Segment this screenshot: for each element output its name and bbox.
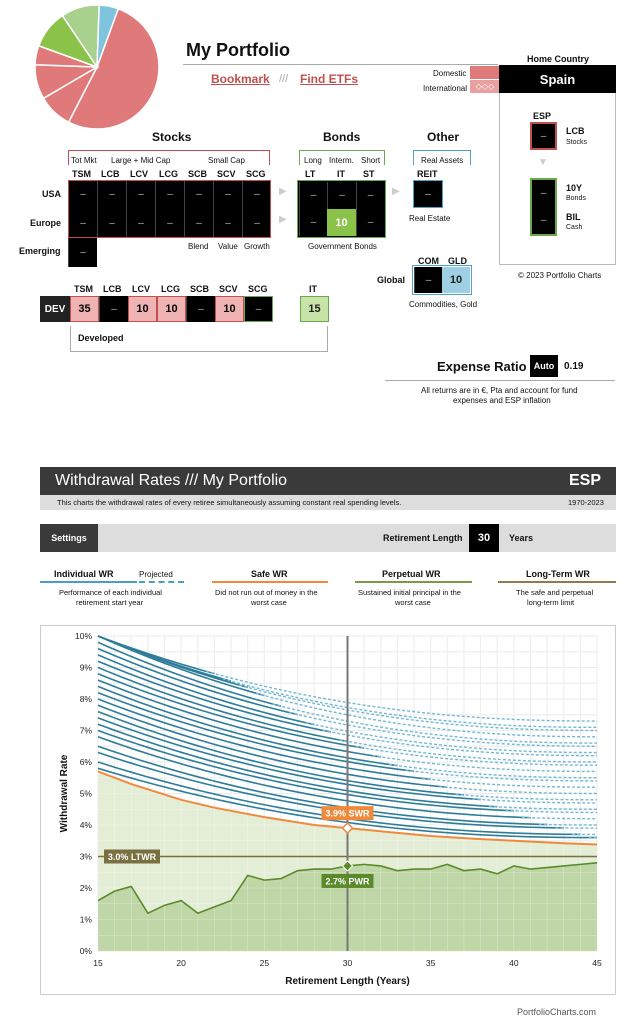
dev-grid [70,294,272,324]
expense-ratio-label: Expense Ratio [437,359,527,374]
dev-scb-cell[interactable]: – [186,296,215,322]
wr-description: This charts the withdrawal rates of every retiree simultaneously assuming constant real spending levels. [57,498,402,507]
home-country-label: Home Country [527,54,590,64]
europe-lcg-cell[interactable]: – [155,209,184,238]
withdrawal-rate-chart [41,626,615,994]
arrow-right-icon: ▶ [392,186,400,197]
wr-years: 1970-2023 [568,498,604,507]
legend-individual: Individual WR [54,569,114,579]
developed-label: Developed [78,333,124,343]
legend-perpetual-line [355,581,472,583]
legend-perpetual-desc-2: worst case [395,598,431,607]
short-sub: Short [361,156,381,165]
projected-wr-line [522,817,597,818]
dev-col-lcv: LCV [132,284,150,294]
usa-tsm-cell[interactable]: – [68,180,97,209]
usa-reit-cell[interactable]: – [413,180,443,208]
retirement-length-input[interactable]: 30 [469,524,499,552]
stock-grid [68,180,272,268]
com-label: COM [418,256,439,266]
dev-col-scg: SCG [248,284,268,294]
gld-cell[interactable]: 10 [442,267,470,293]
legend-safe-desc-2: worst case [251,598,287,607]
real-estate-label: Real Estate [409,214,451,223]
ltwr-label: 3.0% LTWR [107,852,157,862]
usa-scg-cell[interactable]: – [242,180,271,209]
reit-col: REIT [417,169,438,179]
pwr-label: 2.7% PWR [325,876,370,887]
arrow-right-icon: ▶ [279,186,287,197]
swr-label: 3.9% SWR [325,808,370,819]
arrow-right-icon: ▶ [279,214,287,225]
dev-lcv-cell[interactable]: 10 [128,296,157,322]
legend-safe: Safe WR [251,569,288,579]
stock-col-tsm: TSM [72,169,91,179]
europe-lcv-cell[interactable]: – [126,209,155,238]
stock-col-scv: SCV [217,169,236,179]
returns-note-2: expenses and ESP inflation [453,396,551,405]
row-usa: USA [42,189,62,199]
legend-individual-desc-1: Performance of each individual [59,588,162,597]
domestic-label: Domestic [433,69,467,78]
europe-scg-cell[interactable]: – [242,209,271,238]
dev-tsm-cell[interactable]: 35 [70,296,99,322]
title-divider [183,64,498,65]
home-stocks-label: Stocks [566,139,588,146]
europe-lcb-cell[interactable]: – [97,209,126,238]
smallcap-sub: Small Cap [208,156,245,165]
home-code-label: ESP [533,111,552,121]
usa-scv-cell[interactable]: – [213,180,242,209]
style-growth: Growth [244,242,270,251]
bonds-heading: Bonds [323,130,361,144]
copyright-text: © 2023 Portfolio Charts [518,271,602,280]
dev-lcb-cell[interactable]: – [99,296,128,322]
long-sub: Long [304,156,322,165]
home-bil-label: BIL [566,212,581,222]
dev-col-lcg: LCG [161,284,180,294]
dev-label: DEV [40,296,70,322]
europe-scv-cell[interactable]: – [213,209,242,238]
y-tick-label: 2% [79,883,92,893]
x-tick-label: 15 [93,958,103,968]
legend-perpetual: Perpetual WR [382,569,441,579]
usa-lcv-cell[interactable]: – [126,180,155,209]
x-tick-label: 25 [259,958,270,968]
years-label: Years [509,533,534,543]
y-tick-label: 9% [79,662,92,673]
europe-it-cell[interactable]: 10 [327,209,356,236]
europe-scb-cell[interactable]: – [184,209,213,238]
wr-title: Withdrawal Rates /// My Portfolio [55,472,288,489]
returns-note-1: All returns are in €, Pta and account for fund [421,386,578,395]
dev-col-tsm: TSM [74,284,93,294]
home-10y-cell[interactable]: – [530,178,557,206]
europe-tsm-cell[interactable]: – [68,209,97,238]
global-label: Global [377,275,406,285]
dev-col-scv: SCV [219,284,238,294]
y-axis-label: Withdrawal Rate [59,754,70,833]
x-axis-label: Retirement Length (Years) [285,976,410,987]
projected-wr-line [422,778,597,787]
dev-it-header: IT [309,284,317,294]
usa-lt-cell[interactable]: – [299,182,327,209]
home-country-panel [499,65,616,265]
y-tick-label: 1% [79,914,92,925]
stock-col-lcv: LCV [130,169,148,179]
home-bonds-label: Bonds [566,195,586,202]
dev-col-scb: SCB [190,284,210,294]
interm-sub: Interm. [329,156,354,165]
europe-st-cell[interactable]: – [356,209,384,236]
home-country-select[interactable]: Spain [499,65,616,93]
usa-lcg-cell[interactable]: – [155,180,184,209]
x-tick-label: 40 [509,958,519,968]
x-tick-label: 20 [176,958,186,968]
international-swatch: ◇◇◇ [470,80,500,93]
gov-bonds-label: Government Bonds [308,242,377,251]
y-tick-label: 10% [74,631,92,641]
settings-button[interactable]: Settings [40,524,98,552]
legend-safe-line [212,581,328,583]
commodities-gold-label: Commodities, Gold [409,300,478,309]
row-emerging: Emerging [19,246,61,256]
domestic-swatch [470,66,500,79]
legend-safe-desc-1: Did not run out of money in the [215,588,318,597]
y-tick-label: 3% [79,851,92,862]
dev-lcg-cell[interactable]: 10 [157,296,186,322]
stock-col-scb: SCB [188,169,208,179]
expense-value: 0.19 [564,361,584,372]
bond-col-lt: LT [305,169,316,179]
com-cell[interactable]: – [414,267,442,293]
dev-scv-cell[interactable]: 10 [215,296,244,322]
home-lcb-cell[interactable]: – [530,122,557,150]
dev-it-cell[interactable]: 15 [300,296,329,322]
emerging-tsm-cell[interactable]: – [68,238,97,267]
home-10y-label: 10Y [566,183,583,193]
y-tick-label: 8% [79,694,92,704]
usa-st-cell[interactable]: – [356,182,384,209]
projected-wr-line [506,810,597,812]
usa-scb-cell[interactable]: – [184,180,213,209]
usa-lcb-cell[interactable]: – [97,180,126,209]
x-tick-label: 45 [592,958,602,968]
footer-brand[interactable]: PortfolioCharts.com [517,1007,597,1017]
europe-lt-cell[interactable]: – [299,209,327,236]
legend-perpetual-desc-1: Sustained initial principal in the [358,588,461,597]
home-lcb-label: LCB [566,126,585,136]
other-heading: Other [427,130,460,144]
row-europe: Europe [30,218,62,228]
realassets-sub: Real Assets [421,156,464,165]
y-tick-label: 5% [79,788,92,799]
y-tick-label: 7% [79,725,92,736]
portfolio-title: My Portfolio [186,40,290,60]
style-value: Value [218,242,238,251]
legend-longterm-desc-1: The safe and perpetual [516,588,594,597]
arrow-down-icon: ▼ [538,157,548,168]
y-tick-label: 0% [79,946,92,956]
largemid-sub: Large + Mid Cap [111,156,171,165]
dev-scg-cell[interactable]: – [244,296,273,322]
x-tick-label: 35 [425,958,436,968]
y-tick-label: 6% [79,757,92,767]
stock-col-scg: SCG [246,169,266,179]
dev-col-lcb: LCB [103,284,122,294]
stock-col-lcb: LCB [101,169,120,179]
retirement-length-label: Retirement Length [383,533,463,543]
home-bil-cell[interactable]: – [530,206,557,236]
totmkt-sub: Tot Mkt [71,156,97,165]
find-etfs-link[interactable]: Find ETFs [300,72,358,86]
usa-it-cell[interactable]: – [327,182,356,209]
legend-projected-line [139,581,184,583]
expense-divider [385,380,615,381]
y-tick-label: 4% [79,820,92,830]
bookmark-link[interactable]: Bookmark [211,72,270,86]
bond-col-it: IT [337,169,345,179]
stock-col-lcg: LCG [159,169,178,179]
allocation-pie-chart [33,3,161,131]
style-blend: Blend [188,242,209,251]
legend-individual-desc-2: retirement start year [76,598,144,607]
x-tick-label: 30 [342,958,353,968]
legend-longterm: Long-Term WR [526,569,590,579]
legend-longterm-desc-2: long-term limit [527,598,575,607]
bond-col-st: ST [363,169,375,179]
home-cash-label: Cash [566,224,583,231]
stocks-heading: Stocks [152,130,192,144]
wr-country-code: ESP [569,472,602,489]
gld-label: GLD [448,256,467,266]
link-separator: /// [279,73,289,85]
projected-wr-line [389,764,597,777]
legend-projected: Projected [139,570,173,579]
international-label: International [423,84,468,93]
expense-auto-button[interactable]: Auto [530,355,558,377]
legend-longterm-line [498,581,616,583]
legend-individual-line [40,581,137,583]
